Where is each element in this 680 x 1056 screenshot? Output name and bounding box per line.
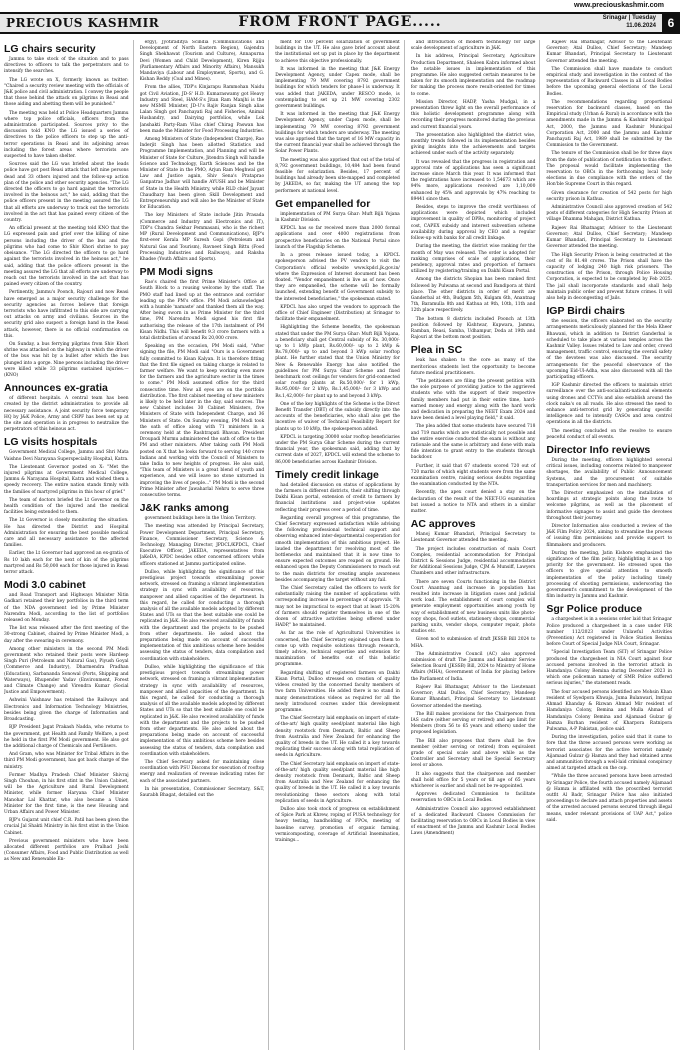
article-paragraph: An official present at the meeting told KNO that the LG expressed pain and grief over the killing of nine persons including the driver of the bus and the pilgrims who had come to Shiv Khori shrine to pay obeisance. "The LG directed the officers to go hard against the terrorists involved in the heinous act," he said, adding that the police officers present in the meeting assured the LG that all efforts are underway to reach out the terrorists involved in the act that has pained every citizen of the country.: [4, 226, 129, 288]
article-paragraph: The Chief Secretary laid emphasis on import of state-of-the-art/ high quality seed/plant material like high density rootstock from Denmark, Baltic and Sheep from Australia and New Zealand for enhancing the quality of breeds in the UT. He called it a key towards replicating their success along with total replication of seeds in Agriculture.: [275, 716, 400, 759]
column-4: [411, 40, 541, 1050]
article-paragraph: And Gram, who was Minister for Tribal Affairs in the third PM Modi government, has got back charge of the ministry.: [4, 752, 129, 770]
article-paragraph: It also suggests that the chairperson and member shall hold office for 5 years or till age of 65 years whichever is earlier and shall not be re-appointed.: [410, 771, 536, 789]
article-headline: LG chairs security: [4, 43, 96, 55]
article-paragraph: Dulloo also took stock of progress on establishment of Spice Park at Khrew, roping of PUSA technology for heavy testing, handholding of FPOs, meeting of baseline survey, promotion of organic farming, vermicomposting, coverage of Artificial Insemination, trainings...: [275, 806, 400, 843]
article-headline: AC approves: [410, 518, 476, 531]
article-paragraph: The meeting was also apprised that out of the total of 8,792 government buildings, 10,484 had been found feasible for solarization. Besides, 17 percent of buildings had already been site-mapped and completed by JAKEDA, so far, making the UT among the top performers at national level.: [275, 157, 400, 194]
article-paragraph: Director Information also conducted a review of the J&K Film Policy 2024, aiming to streamline the process of issuing film permissions and provide support to filmmakers and producers.: [546, 524, 672, 548]
article-paragraph: Regarding overall progress of this programme, the Chief Secretary expressed satisfaction while advising the following professional technical support and observing enhanced inter-departmental cooperation for smooth implementation of this ambitious project. He lauded the department for resolving most of the bottlenecks and maintained that it is now time to ensure expected outcomes are reaped on ground. He enhanced upon the Deputy Commissioners to reach out to the main districts for creating ample awareness besides accompanying the target without any fail.: [275, 515, 400, 583]
article-paragraph: Manoj Kumar Bhandari, Principal Secretary to Lieutenant Governor attended the meeting.: [410, 532, 536, 544]
article-headline: Timely credit linkage: [275, 468, 379, 481]
article-paragraph: During the meeting, officers highlighted several critical issues, including concerns related to manpower shortages, the availability of Public Announcement Systems, and the procurement of suitable transportation services for men and machinery.: [546, 457, 672, 488]
article-paragraph: Among other ministers in the second PM Modi government who retained their posts were Hardeep Singh Puri (Petroleum and Natural Gas), Piyush Goyal (Commerce and Industry), Dharmendra Pradhan (Education), Sarbananda Sonowal (Ports, Shipping and Waterways), Bhupender Yadav (Environment, Forest and Climate Change) and Virendra Kumar (Social Justice and Empowerment).: [4, 646, 129, 696]
article-paragraph: The Bill makes provisions for the Chairperson from IAS cadre (either serving or retired) and age limit for Members (from 56 to 65 years and others) under the proposed legislation.: [410, 711, 536, 736]
article-paragraph: During the meeting, the district wise ranking for the month of May was released. The order is adopted for ranking comprises of scale of applications, their pendency, approval rates and proportion of farmers utilized by registering/training on Dakhi Kisan Portal.: [410, 244, 536, 275]
page-header: [0, 12, 680, 34]
article-headline: IGP Birdi chairs: [546, 305, 625, 318]
article-paragraph: The Bill also proposes that there shall be five member (either serving or retired) from equivalent grade of special scale and above while as the Controller and Secretary shall be Special Secretary level or above.: [410, 738, 536, 769]
article-paragraph: Administrative Council also approved establishment of a dedicated Backward Classes Commission for facilitating reservation to OBCs in Local Bodies in view of enactment of the Jammu and Kashmir Local Bodies Laws (Amendment): [410, 806, 536, 837]
article-paragraph: implementation of PM Surya Ghar: Muft Bijli Yojana in Kashmir Division.: [275, 211, 400, 224]
article-paragraph: The key Ministers of State include Jitin Prasada (Commerce and Industry and Electronics and IT), TDP's Chandra Sekhar Pemmasani, who is the richest MP (Rural Development and Communications), BJP's first-ever Kerala MP Suresh Gopi (Petroleum and Natural Gas and Tourism), Ravneet Singh Bittu (Food Processing Industries and Railways), and Raksha Khadse (Youth Affairs and Sports).: [139, 213, 265, 262]
article-paragraph: Recently, the apex court denied a stay on the declaration of the result of the NEET-UG examination but issued a notice to NTA and others in a similar matter.: [410, 490, 536, 515]
article-paragraph: The Chief Secretary asked for maintaining close coordination with PSU Discoms for execution of rooftop energy and realization of revenue indicating rates for each of the associated partners.: [139, 759, 265, 784]
article-paragraph: During the meeting, Jatin Kishore emphasized the significance of the film policy, highlighting it as a top priority for the government. He stressed upon the officers to give special attention to smooth implementation of the policy including timely processing of shooting permissions, underscoring the government's commitment to the development of the film industry in Jammu and Kashmir.: [546, 550, 672, 600]
article-paragraph: Speaking on the occasion, PM Modi said, "After signing the file, PM Modi said "Ours is a Government fully committed to Kisan Kalyan. It is therefore fitting that the first file signed on taking charge is related to farmer welfare. We want to keep working even more for the farmers and the agriculture sector in the times to come." PM Modi assumed office for the third consecutive time. Now all eyes are on the portfolio distribution. The first cabinet meeting of new ministers is likely to be held later in the day, said sources. The new Cabinet includes 30 Cabinet Ministers, five Ministers of State with Independent Charge, and 36 Ministers of State. On Sunday evening, PM Modi took the oath of office along with 71 ministers in a ceremony held at the Rashtrapati Bhavan. President Droupadi Murmu administered the oath of office to the PM and other ministers. After taking oath PM Modi posted on X that he looks forward to serving 140 crore Indians and working with the Council of Ministers to take India to new heights of progress. He also said, "This team of Ministers is a great blend of youth and experience, and we will leave no stone unturned in improving the lives of people..." PM Modi is the second Prime Minister after Jawaharlal Nehru to serve three consecutive terms.: [139, 344, 265, 499]
article-paragraph: The Chief Secretary called the officers to work for substantially raising the number of applications with corresponding increase in percentage of approvals. "It may not be impractical to expect that at least 15-20% of farmers should register themselves in one of the dozen of attractive activities being offered under HADP," he maintained.: [275, 586, 400, 629]
article-paragraph: On Sunday, a bus ferrying pilgrims from Shiv Khori shrine was attacked on the highway in which the driver of the bus was hit by a bullet after which the bus plunged into a gorge. Nine persons including the driver were killed while 33 pilgrims sustained injuries.—(KNO): [4, 341, 129, 378]
article-paragraph: It was revealed that the progress in registration and approval rate of applications has seen a significant increase since March this year. It was informed that the registrations have increased to 1,54673 which are 94% more, applications received are 1,10,000 enhanced by 45% and approvals by 47% reaching to 89441 since then.: [410, 159, 536, 202]
masthead: PRECIOUS KASHMIR: [6, 16, 160, 30]
article-paragraph: "While the three accused persons have been arrested by Srinagar Police, the fourth accused namely Aijamaad @ Hamza is affiliated with the proscribed terrorist outfit Al Badr, Srinagar Police has also initiated proceedings to declare and attach properties and assets of the arrested accused persons secured through illegal means, under relevant provisions of UAP Act," police said.: [546, 774, 672, 823]
article-paragraph: Sources said the LG was briefed about the leads police have got post Reasi attack that left nine persons dead and 33 others injured and the follow-up action plan of the police and other security agencies. "The LG directed the officers to go hard against the terrorists involved in the heinous act," he said, adding that the police officers present in the meeting assured the LG that all efforts are underway to track out the terrorists involved in the act that has pained every citizen of the country.: [4, 162, 129, 224]
article-paragraph: the session, the officers elaborated on the security arrangements meticulously planned for the Mela Kheer Bhawani, which in addition to District Ganderbal is scheduled to take place at various temples across the Kashmir Valley. Issues related to Law and order, crowd management, traffic control, ensuring the overall safety of the devotees was also discussed. The security arrangements for the peaceful observance of the upcoming Eid-Ul-Adha, was also discussed with all the participating officers.: [546, 319, 672, 380]
article-paragraph: KPDCL has also urged the vendors to approach the office of Chief Engineer (Distribution) at Srinagar to facilitate their empanelment.: [275, 304, 400, 323]
article-paragraph: As far as the role of Agricultural Universities is concerned, the Chief Secretary enjoined upon them to come up with requisite solutions through research, timely advice, technical expertise and extension for maximization of benefits out of this holistic programme.: [275, 631, 400, 668]
article-paragraph: The recommendations regarding proportional reservation for backward classes, based on the Empirical study (Urban & Rural) in accordance with the amendments made in the Jammu & Kashmir Municipal Act, 2000, the Jammu and Kashmir Municipal Corporation Act, 2000 and the Jammu and Kashmir Panchayati Raj Act, 1989 shall be submitted by the Commission to the Government.: [546, 99, 672, 149]
article-paragraph: KPDCL has so far received more than 2000 formal applications and over 4000 registrations from prospective beneficiaries on the National Portal since launch of the Flagship Scheme.: [275, 226, 400, 250]
dateline-date: 11.06.2024: [626, 23, 656, 29]
column-5: [546, 40, 676, 1050]
article-paragraph: BJP President Jagat Prakash Nadda, who returns to the government, got Health and Family Welfare, a post he held in the first PM Modi government. He also got the additional charge of Chemicals and Fertilisers.: [4, 725, 129, 749]
article-paragraph: Jammu to take stock of the situation and to pass directives to officers to talk the perpetrators and to intensify the searches.: [4, 57, 129, 75]
article-headline: Modi 3.0 cabinet: [4, 579, 86, 592]
article-headline: Director Info reviews: [546, 443, 651, 456]
article-paragraph: The team of doctors briefed the Lt Governor on the health condition of the injured and the medical facilities being extended to them.: [4, 497, 129, 516]
article-paragraph: Approves dedicated Commission to facilitate reservation to OBCs in Local Bodies.: [410, 792, 536, 804]
page-number: 6: [662, 14, 680, 32]
article-paragraph: and introduction of modern technology for large scale development of agriculture in J&K.: [410, 40, 536, 52]
article-paragraph: The four accused persons identified are Mohsin Khan resident of Syedpora Khwaja, Juma Bulanwari, Imtiyaz Ahmad Khanday & Rizwan Ahmad Mir resident of Hamdaniya Colony, Bemina and Mulla Ahmad of Hamdaniya Colony Bemina and Aijamaad Gulzar @ Hamza Burhan resident of Kharpora Ratnipora Pulwama, A-P Pakistan, police said.: [546, 689, 672, 732]
article-paragraph: ergy), Jyotiraditya Scindia (Communications and Development of North Eastern Region), Gajendra Singh Shekhawat (Tourism and Culture), Annapurna Devi (Women and Child Development), Kiren Rijiju (Parliamentary Affairs and Minority Affairs), Mansukh Mandaviya (Labour and Employment, Sports), and G. Kishan Reddy (Coal and Mines).: [139, 40, 265, 83]
article-headline: Get empanelled for: [275, 197, 371, 210]
article-paragraph: The bottom 8 districts included Poonch at 13th position followed by Kishtwar, Kupwara, Jammu, Ramban, Reasi, Samba, Udhampur, Doda at 19th and Rajouri at the bottom most position.: [410, 316, 536, 341]
article-paragraph: a chargesheet is in a sessions order laid that Srinagar Police produced a chargesheet in a case under FIR number 112/2023 under Unlawful Activities (Prevention) Act registered in Police Station Bemina before Court of Special Judge NIA Court, Srinagar.: [546, 617, 672, 648]
dateline: [603, 14, 656, 30]
article-paragraph: "The petitioners are filing the present petition with the sole purpose of providing justice to the aggrieved students who with the support of their respective family members had put in their entire time, hard-earned money and energy along with the hard work and dedication in preparing the NEET Exam 2024 and have been denied a level playing field," it said.: [410, 378, 536, 422]
article-paragraph: Pertinently, Jammu's Poonch, Rajouri and now Reasi have emerged as a major security challenge for the security agencies as forces believe that foreign terrorists who have infiltrated to this side are carrying out attacks on army and civilians. Sources in the security grid also suspect a foreign hand in the Reasi attack, however, there is no official confirmation on this.: [4, 290, 129, 339]
article-paragraph: The meeting was held at Police Headquarters Jammu where top police officials, officers from the administration participated. Sources privy to the discussion told KNO the LG issued a series of directives to the police officers to step up the anti-terror operations in Reasi and its adjoining areas including the forest areas where terrorists are suspected to have taken shelter.: [4, 110, 129, 160]
article-paragraph: The presentation also highlighted the district wise, monthly trends followed in its implementation besides giving insights into the achievements and targets achieved under each of the activity separately.: [410, 132, 536, 157]
article-paragraph: Given nod to submission of draft JKSSB Bill 2024 to MHA.: [410, 637, 536, 649]
article-paragraph: The Commission shall have mandate to conduct empirical study and investigation in the context of the representation of Backward Classes in all Local Bodies before the upcoming general elections of the Local Bodies.: [546, 66, 672, 97]
article-paragraph: Given clearance for creation of 542 posts for high security prison in Kathua.: [546, 190, 672, 202]
article-paragraph: Government Medical College, Jammu and Shri Mata Vaishno Devi Narayana Superspeciality Hospital, Katra.: [4, 450, 129, 462]
article-paragraph: The Administrative Council (AC) also approved submission of draft The Jammu and Kashmir Service Selection Board (JKSSB) Bill, 2024 to Ministry of Home Affairs (MHA), Government of India for placing before the Parliament of India.: [410, 651, 536, 682]
article-paragraph: The Chief Secretary laid emphasis on import of state-of-the-art/ high quality seed/plant material like high density rootstock from Denmark, Baltic and Sheep from Australia and New Zealand for enhancing the quality of breeds in the UT. He called it a key towards revolutionizing these sectors along with total replication of seeds in Agriculture.: [275, 761, 400, 804]
column-3: [275, 40, 405, 1050]
article-paragraph: had detailed discussion on status of applications by the farmers in different districts, their shifting through Dakhi Kisan portal, extension of credit to farmers by financial institutions and project-wise updates reflecting their progress over a period of time.: [275, 482, 400, 513]
article-paragraph: Administrative Council also approved creation of 542 posts of different categories for High Security Prison at village Dhamma Mahajan, District Kathua.: [546, 205, 672, 223]
article-paragraph: In a press release issued today, a KPDCL spokesperson advised the PV vendors to visit the Corporation's official website www.kpdcl.jk.gov.in/ where the Expression of Interest document has been floated. "Vendor empanelment is live as of now. Once they are empanelled, the scheme will be formally launched, extending benefit of Government subsidy to the interested beneficiaries," the spokesman stated.: [275, 253, 400, 302]
article-paragraph: Dulloo, while highlighting the significance of this prestigious project towards streamlining power network, stressed on framing a vibrant implementation strategy in sync with availability of resources, manpower and allied capacities of the department. In this regard, he called for conducting a thorough analysis of all the available models adopted by different States and UTs so that the best suitable one could be replicated in J&K. He also received availability of funds with the department and the projects to be pushed from other departments. He also asked about the preparations being made on account of successful implementation of this ambitious scheme here besides assessing the status of tenders, data compilation and coordination with stakeholders.: [139, 664, 265, 757]
article-paragraph: Former Madhya Pradesh Chief Minister Shivraj Singh Chouhan, in his first stint in the Union Cabinet, will be the Agriculture and Rural Development Minister, while former Haryana Chief Minister Manohar Lal Khattar, who also became a Union Minister for the first time, is the new Housing and Urban Affairs and Power Minister.: [4, 772, 129, 815]
article-paragraph: The meeting concluded on the resolve to ensure peaceful conduct of all events.: [546, 428, 672, 440]
section-title: FROM FRONT PAGE.....: [238, 14, 442, 30]
article-paragraph: Regarding shifting of registered farmers on Dakhi Kisan Portal, Dulloo stressed on creation of quality videos created by the concerned faculty members of two farm Universities. He added there is no stand in many demonstrations videos as required for all the newly introduced courses under this development programme.: [275, 670, 400, 713]
article-paragraph: Among the districts Shopian has been ranked first followed by Pulwama at second and Bandipora at third place. The other districts in order of merit are Ganderbal at 4th, Budgam 5th, Kulgam 6th, Anantnag 7th, Baramulla 8th and Kathua at 9th, 10th, 11th and 12th place respectively.: [410, 277, 536, 314]
article-paragraph: The tenure of the Commission shall be for three days from the date of publication of notification to this effect. The proposal would facilitate implementing the reservation to OBCs in the forthcoming local body elections in due compliance with the orders of the Hon'ble Supreme Court in this regard.: [546, 151, 672, 188]
article-paragraph: Ashwini Vaishnaw has retained the Railways and Electronics and Information Technology Ministries, besides being given the charge of Information and Broadcasting.: [4, 698, 129, 723]
article-paragraph: One of the key highlights of the Scheme is the Direct Benefit Transfer (DBT) of the subsidy directly into the accounts of the beneficiaries, who shall also get the incentive of waiver of Technical Feasibility Report for plants up to 10 kWp, the spokesperson added.: [275, 401, 400, 432]
article-paragraph: leak has shaken to the core as many of the meritorious students lost the opportunity to become future medical practitioners.: [410, 358, 536, 376]
article-paragraph: Rajeev Rai Bhatnagar, Advisor to the Lieutenant Governor; Atal Dulloo, Chief Secretary; Mandeep Kumar Bhandari, Principal Secretary to Lieutenant Governor attended the meeting.: [546, 225, 672, 250]
article-paragraph: KPDCL is targeting 30000 solar rooftop beneficiaries under the PM Surya Ghar Scheme during the current financial year, the spokesman said, adding that by current date of 2027, KPDCL will extend the scheme to 86,000 beneficiaries across Kashmir Division.: [275, 434, 400, 465]
article-paragraph: Rajeev Rai Bhatnagar, Advisor to the Lieutenant Governor; Atal Dulloo, Chief Secretary; Mandeep Kumar Bhandari, Principal Secretary to Lieutenant Governor attended the meeting.: [410, 684, 536, 709]
article-paragraph: The list was released after the first meeting of the 30-strong Cabinet, chaired by Prime Minister Modi, a day after the swearing-in ceremony.: [4, 626, 129, 644]
website-url[interactable]: www.preciouskashmir.com: [574, 2, 664, 9]
article-paragraph: "Special Investigation Team (SIT) of Srinagar Police produced the chargesheet in NIA Court against four accused persons involved in the terrorist attack in Hamdaniya Colony Bemina during December 2023 in which one policeman namely of SMR Police suffered serious injuries," the statement reads.: [546, 650, 672, 687]
article-headline: Sgr Police produce: [546, 603, 643, 616]
article-headline: Plea in SC: [410, 344, 463, 357]
article-paragraph: and Road Transport and Highways Minister Nitin Gadkari retained their key portfolios in the third term of the NDA government led by Prime Minister Narendra Modi, according to the list of portfolios released on Monday.: [4, 593, 129, 624]
article-paragraph: The Lt Governor is closely monitoring the situation. He has directed the District and Hospital Administration for ensuring the best possible medical care and all necessary assistance to the affected families.: [4, 518, 129, 549]
article-paragraph: The LG wrote on X, formerly known as twitter: "Chaired a security review meeting with the officials of J&K police and civil administration. I convey the people that those behind the attack on pilgrims in Reasi and those aiding and abetting them will be punished.": [4, 77, 129, 108]
column-2: [140, 40, 270, 1050]
article-paragraph: Earlier, the Lt Governor had approved an ex-gratia of Rs 10 lakh each for the next of kin of the pilgrims martyred and Rs 50,000 each for those injured in Reasi terror attack.: [4, 551, 129, 576]
article-paragraph: In his presentation, Commissioner Secretary, S&T, Saurabh Bhagat, detailed out the: [139, 786, 265, 798]
article-paragraph: Among Ministers of State (Independent Charge), Rao Inderjit Singh has been allotted Statistics and Programme Implementation, and Planning and will be Minister of State for Culture, Jitendra Singh will handle Science and Technology, Earth Sciences and be the Minister of State in the PMO, Arjun Ram Meghwal got Law and Justice again, Shiv Sena's Prataprao Ganpatrao Jadhav will handle AYUSH and be Minister of State in the Health Ministry, while RLD chief Jayant Chaudhary has been given Skill Development and Entrepreneurship and will also be the Minister of State for Education.: [139, 137, 265, 211]
article-paragraph: ment for 100 percent solarization of government buildings in the UT. He also gave brief account about the institutional set up put in place by the department to achieve this objective professionally.: [275, 40, 400, 64]
article-paragraph: The Director emphasized on the installation of hoardings at strategic points along the route to welcome pilgrims, as well as the placement of informative signages to assist and guide the devotees throughout their journey.: [546, 491, 672, 521]
article-paragraph: Further, it said that 67 students scored 720 out of 720 marks of which eight students were from the same examination centre, raising serious doubts regarding the examination conducted by the NTA.: [410, 463, 536, 488]
article-paragraph: It was informed in the meeting that J&K Energy Development Agency, under Capex mode, shall be implementing 79 MW covering 8792 government buildings for which tenders for phase-I is underway. It was added that JAKEDA, under RESCO mode, is contemplating to set up 21 MW covering 2302 government buildings.: [275, 66, 400, 110]
article-paragraph: It was informed in the meeting that J&K Energy Development Agency, under Capex mode, shall be implementing 79 MW covering 8792 government buildings for which tenders are underway. The meeting was also apprised that the target of 16 MW capacity in the current financial year shall be achieved through the Solar Power Plants.: [275, 112, 400, 155]
article-paragraph: Dulloo, while highlighting the significance of this prestigious project towards streamlining power network, stressed on framing a vibrant implementation strategy in sync with availability of resources, manpower and allied capacities of the department. In this regard, he called for conducting a thorough analysis of all the available models adopted by different States and UTs so that the best suitable one could be replicated in J&K. He also received availability of funds with the department and the projects to be pushed from other departments. He asked about the preparations being made on account of successful implementation of this ambitious scheme here besides assessing the status of tenders, data compilation and coordination with stakeholders.: [139, 569, 265, 662]
column-1: [4, 40, 134, 1050]
article-paragraph: Previous government ministers who have been allocated different portfolios are Pralhad Joshi (Consumer Affairs, Food and Public Distribution as well as New and Renewable En-: [4, 838, 129, 863]
article-headline: PM Modi signs: [139, 266, 214, 279]
dateline-city-day: Srinagar | Tuesday: [602, 15, 656, 21]
article-headline: LG visits hospitals: [4, 436, 98, 449]
article-paragraph: of different hospitals. A central team has been created by the district administration to provide all necessary assistance. A joint security force temporary HQ by J&K Police, Army and CRPF has been set up at the site and operation is in progress to neutralize the perpetrators of this heinous act.: [4, 396, 129, 433]
article-paragraph: The High Security Prison is being constructed at the cost of Rs 81.48 crores. The Prison shall have the capacity of lodging 240 high risk prisoners. The construction of the Prison, through Police Housing Corporation, is expected to be completed by Feb 2025. The jail shall incorporate standards and shall help maintain public order and prevent future crimes. It will also help in decongesting of Jails.: [546, 252, 672, 301]
article-paragraph: Highlighting the Scheme benefits, the spokesman stated that under the PM Surya Ghar: Muft Bijli Yojana, a beneficiary shall get Central subsidy of Rs. 30,000/- up to 1 kWp plant, Rs.60,000/- up to 2 kWp & Rs.78,000/- up to and beyond 3 kWp solar rooftop plant. He further stated that the Union Ministry for New & Renewable Energy has also notified the guidelines for PM Surya Ghar Scheme and fixed benchmark cost ceilings for vendors for grid-connected solar rooftop plants at Rs.50,000/- for 1 kWp, Rs.95,000/- for 2 kWp, Rs.1,45,000/- for 3 kWp and Rs.1,42,000/- for plant up to and beyond 3 kWp.: [275, 325, 400, 399]
article-paragraph: Besides, steps to improve the credit worthiness of applications were depicted which included improvement in quality of DPRs, monitoring of project cost, CAPEX subsidy and interest subvention scheme availability during approval by CEO and a regular follow-up with banks for all credit linkage.: [410, 205, 536, 242]
article-headline: Announces ex-gratia: [4, 382, 108, 395]
article-columns: [4, 40, 676, 1050]
article-paragraph: Mission Director, HADP, Yasha Mudgal, in a presentation threw light on the overall performance of this holistic development programme along with recording their progress monitored during the previous and current financial years.: [410, 99, 536, 130]
article-paragraph: BJP's Gujarat unit chief C.R. Patil has been given the crucial Jal Shakti Ministry in his first stint in the Union Cabinet.: [4, 818, 129, 836]
article-paragraph: During the investigation, police said that it came to fore that the three accused persons were working as terrorist associates for the active terrorist namely Aijamaad Gulzar @ Hamza and they had obtained arms and ammunition through a well-laid criminal conspiracy aimed at targeted attack on the cop.: [546, 735, 672, 772]
article-paragraph: In his address, Principal Secretary, Agriculture Production Department, Shaleen Kabra informed about the notable issues in implementation of this programme. He also suggested certain measures to be taken for its smooth implementation and the roadmap for making the process more result-oriented for times to come.: [410, 54, 536, 97]
article-paragraph: Rao's chaired the first Prime Minister's Office at South Block to a rousing welcome by the staff. The PMO staff had lined up at the entrance and corridor leading up the PM's office. PM Modi acknowledged with a humble 'namaste' and thanked them all the way. After being sworn in as Prime Minister for the third time, PM Narendra Modi signed his first file authorising the release of the 17th instalment of PM Kisan Nidhi. This will benefit 9.3 crore farmers with a total distribution of around Rs 20,000 crore.: [139, 280, 265, 341]
article-headline: J&K ranks among: [139, 502, 229, 515]
article-paragraph: From the allies, TDP's Kinjarapu Rammohan Naidu got Civil Aviation, JD-S' H.D. Kumaraswamy got Heavy Industry and Steel, HAM-S's Jitan Ram Manjhi is the new MSME Minister, JD-U's Rajiv Ranjan Singh alias Lalan Singh got Panchayati Raj and Fisheries, Animal Husbandry, and Dairying portfolios, while Lok Janshakti Party-Ram Vilas chief Chirag Paswan has been made the Minister for Food Processing Industries.: [139, 85, 265, 134]
article-paragraph: The project includes construction of main Court Complex, residential accommodation for Principal District & Sessions Judge, residential accommodation for Additional Sessions Judge, CJM & Munsiff, Lawyers Chambers and other infrastructure.: [410, 546, 536, 577]
article-paragraph: IGP Kashmir directed the officers to maintain strict surveillance over the anti-social/anti-national elements using drones and CCTVs and also establish around the clock naka's on all roads. He also stressed the need to enhance anti-terrorist grid by generating specific intelligence and to intensify CASOs and area control operations in all the districts.: [546, 383, 672, 426]
article-paragraph: There are seven Courts functioning in the District Court Anantnag and increase in population has resulted into increase in litigation cases and judicial work load. The establishment of court complex will generate employment opportunities among youth by way of establishment of new business units like photo-copy shops, food outlets, stationery shops, commercial parking units, vendor shops, computer repair, photo studios etc.: [410, 579, 536, 635]
article-paragraph: Rajeev Rai Bhatnagar, Advisor to the Lieutenant Governor; Atal Dulloo, Chief Secretary; Mandeep Kumar Bhandari, Principal Secretary to Lieutenant Governor attended the meeting.: [546, 40, 672, 64]
article-paragraph: The plea added that some students have secured 718 and 719 marks which are statistically not possible and the entire exercise conducted the exam is without any rationale and the same is arbitrary and done with mala fide intention to grant entry to the students through backdoor.: [410, 424, 536, 461]
article-paragraph: The meeting was attended by Principal Secretary, Power Development Department, Principal Secretary, Finance, Commissioner Secretary, Science & Technology, Managing Director, JPDCL/KPDCL, Chief Executive Officer, JAKEDA, representatives from JaKeDA, KPDC besides other concerned officers while officers stationed at Jammu participated online.: [139, 524, 265, 567]
article-paragraph: government buildings here in the Union Territory.: [144, 516, 256, 522]
article-paragraph: The Lieutenant Governor posted on X: "Met the injured pilgrims at Government Medical College, Jammu & Narayana Hospital, Katra and wished them a speedy recovery. The entire nation stands firmly with the families of martyred pilgrims in this hour of grief.": [4, 464, 129, 495]
